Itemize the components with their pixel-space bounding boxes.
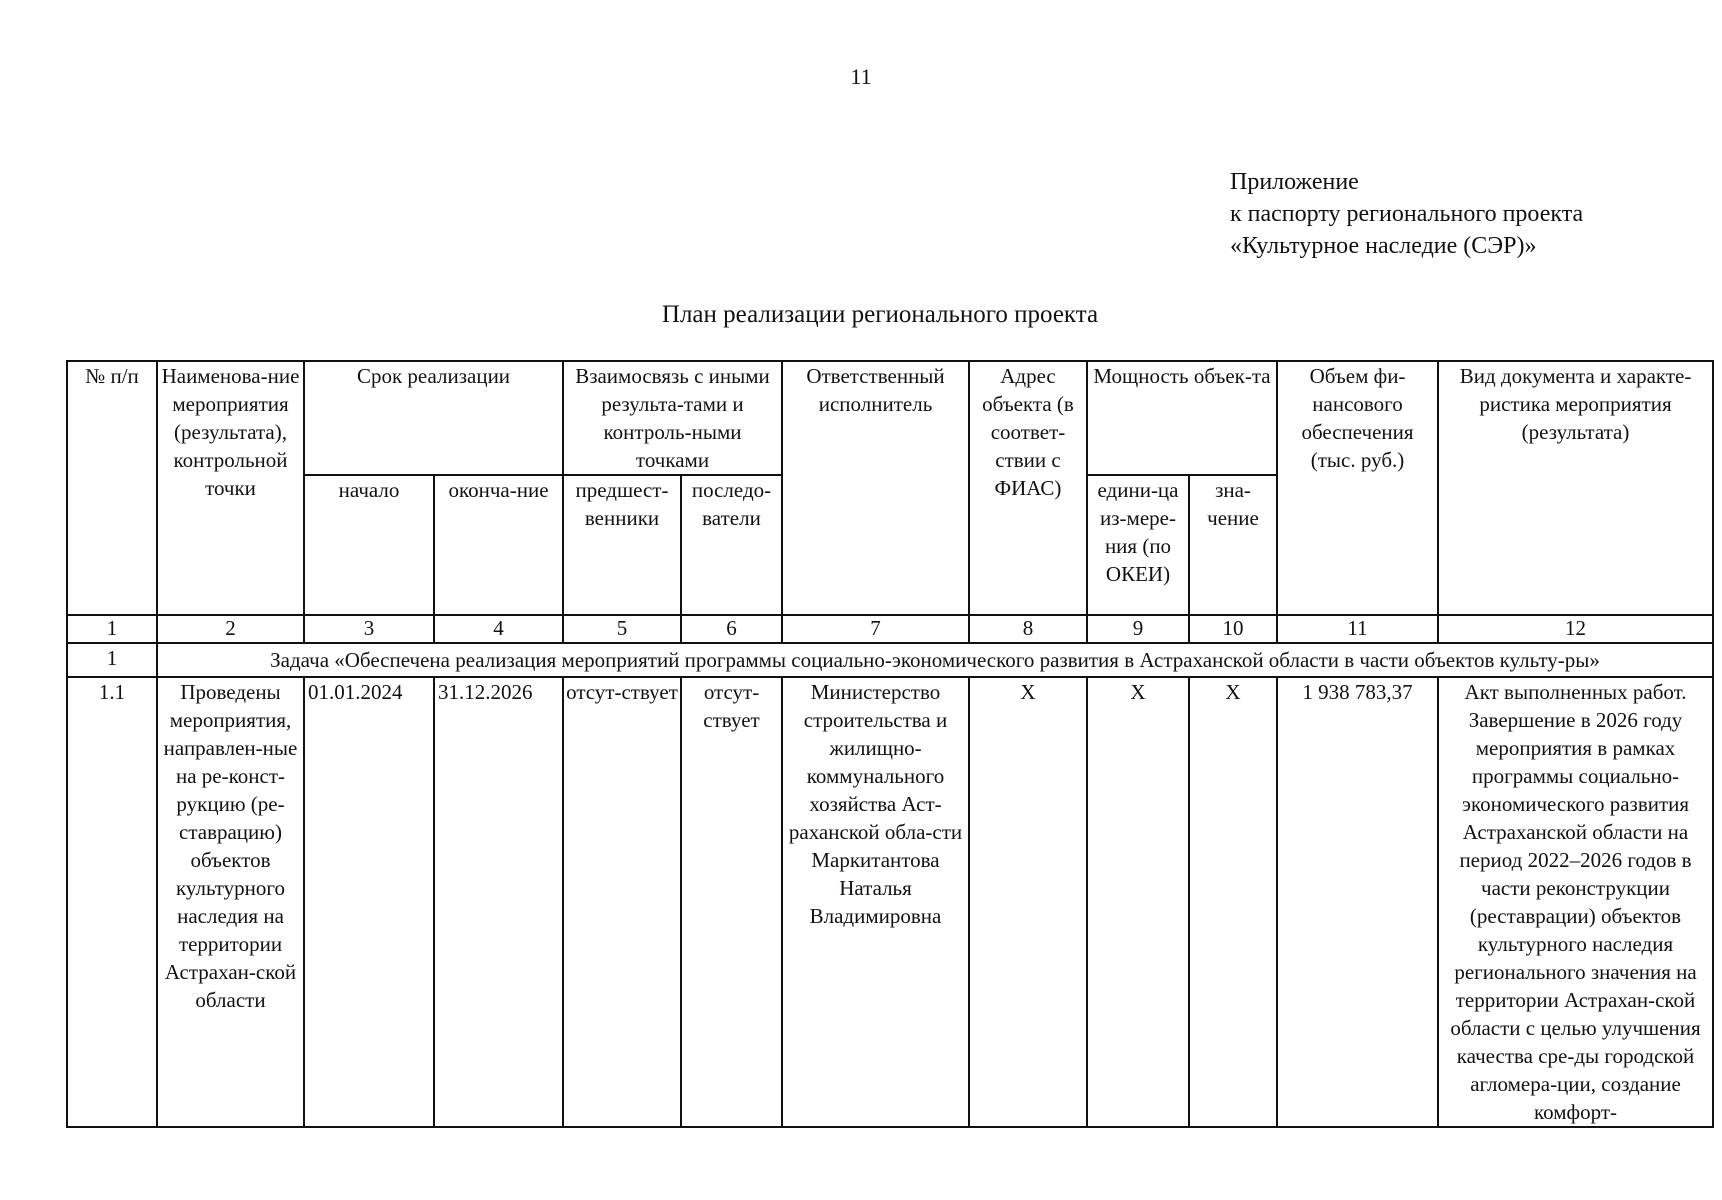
header-term: Срок реализации [304, 361, 563, 475]
page-number: 11 [850, 64, 872, 89]
column-number: 7 [782, 615, 969, 643]
column-number: 12 [1438, 615, 1713, 643]
row-successors: отсут-ствует [681, 677, 782, 1127]
appendix-line-3: «Культурное наследие (СЭР)» [1230, 233, 1537, 259]
header-executor: Ответственный исполнитель [782, 361, 969, 615]
row-predecessors: отсут-ствует [563, 677, 681, 1127]
task-text: Задача «Обеспечена реализация мероприятий программы социально-экономического развития в Астраханской области в части объектов культу-ры» [157, 643, 1713, 677]
header-name: Наименова-ние мероприятия (результата), контрольной точки [157, 361, 304, 615]
column-number: 3 [304, 615, 434, 643]
header-start: начало [304, 475, 434, 615]
row-end: 31.12.2026 [434, 677, 563, 1127]
header-doc-type: Вид документа и характе-ристика мероприятия (результата) [1438, 361, 1713, 615]
plan-table [66, 360, 1714, 1128]
header-capacity: Мощность объек-та [1087, 361, 1277, 475]
appendix-line-1: Приложение [1230, 169, 1359, 195]
header-num: № п/п [67, 361, 157, 615]
row-address: Х [969, 677, 1087, 1127]
appendix-caption [1230, 166, 1583, 262]
plan-title: План реализации регионального проекта [661, 301, 1099, 328]
column-number: 1 [67, 615, 157, 643]
header-address: Адрес объекта (в соответ-ствии с ФИАС) [969, 361, 1087, 615]
row-finance: 1 938 783,37 [1277, 677, 1438, 1127]
header-unit: едини-ца из-мере-ния (по ОКЕИ) [1087, 475, 1189, 615]
header-finance: Объем фи-нансового обеспечения (тыс. руб.) [1277, 361, 1438, 615]
row-num: 1.1 [67, 677, 157, 1127]
row-name: Проведены мероприятия, направлен-ные на ре-конст-рукцию (ре-ставрацию) объектов культурного наследия на территории Астрахан-ской области [157, 677, 304, 1127]
column-number: 6 [681, 615, 782, 643]
column-number: 2 [157, 615, 304, 643]
row-unit: Х [1087, 677, 1189, 1127]
header-value: зна-чение [1189, 475, 1277, 615]
column-number: 8 [969, 615, 1087, 643]
column-number: 5 [563, 615, 681, 643]
row-start: 01.01.2024 [304, 677, 434, 1127]
task-num: 1 [67, 643, 157, 677]
row-executor: Министерство строительства и жилищно-коммунального хозяйства Аст-раханской обла-сти Маркитантова Наталья Владимировна [782, 677, 969, 1127]
row-value: Х [1189, 677, 1277, 1127]
column-number: 9 [1087, 615, 1189, 643]
column-numbers-row [67, 615, 1713, 643]
table-row [67, 677, 1713, 1127]
appendix-line-2: к паспорту регионального проекта [1230, 201, 1584, 227]
header-successors: последо-ватели [681, 475, 782, 615]
header-row-1 [67, 361, 1713, 475]
header-predecessors: предшест-венники [563, 475, 681, 615]
column-number: 11 [1277, 615, 1438, 643]
row-doc-type: Акт выполненных работ. Завершение в 2026 году мероприятия в рамках программы социально-экономического развития Астраханской области на период 2022–2026 годов в части реконструкции (реставрации) объектов культурного наследия регионального значения на территории Астрахан-ской области с целью улучшения качества сре-ды городской агломера-ции, создание комфорт- [1438, 677, 1713, 1127]
column-number: 10 [1189, 615, 1277, 643]
header-relation: Взаимосвязь с иными результа-тами и контроль-ными точками [563, 361, 782, 475]
header-end: оконча-ние [434, 475, 563, 615]
column-number: 4 [434, 615, 563, 643]
task-row [67, 643, 1713, 677]
